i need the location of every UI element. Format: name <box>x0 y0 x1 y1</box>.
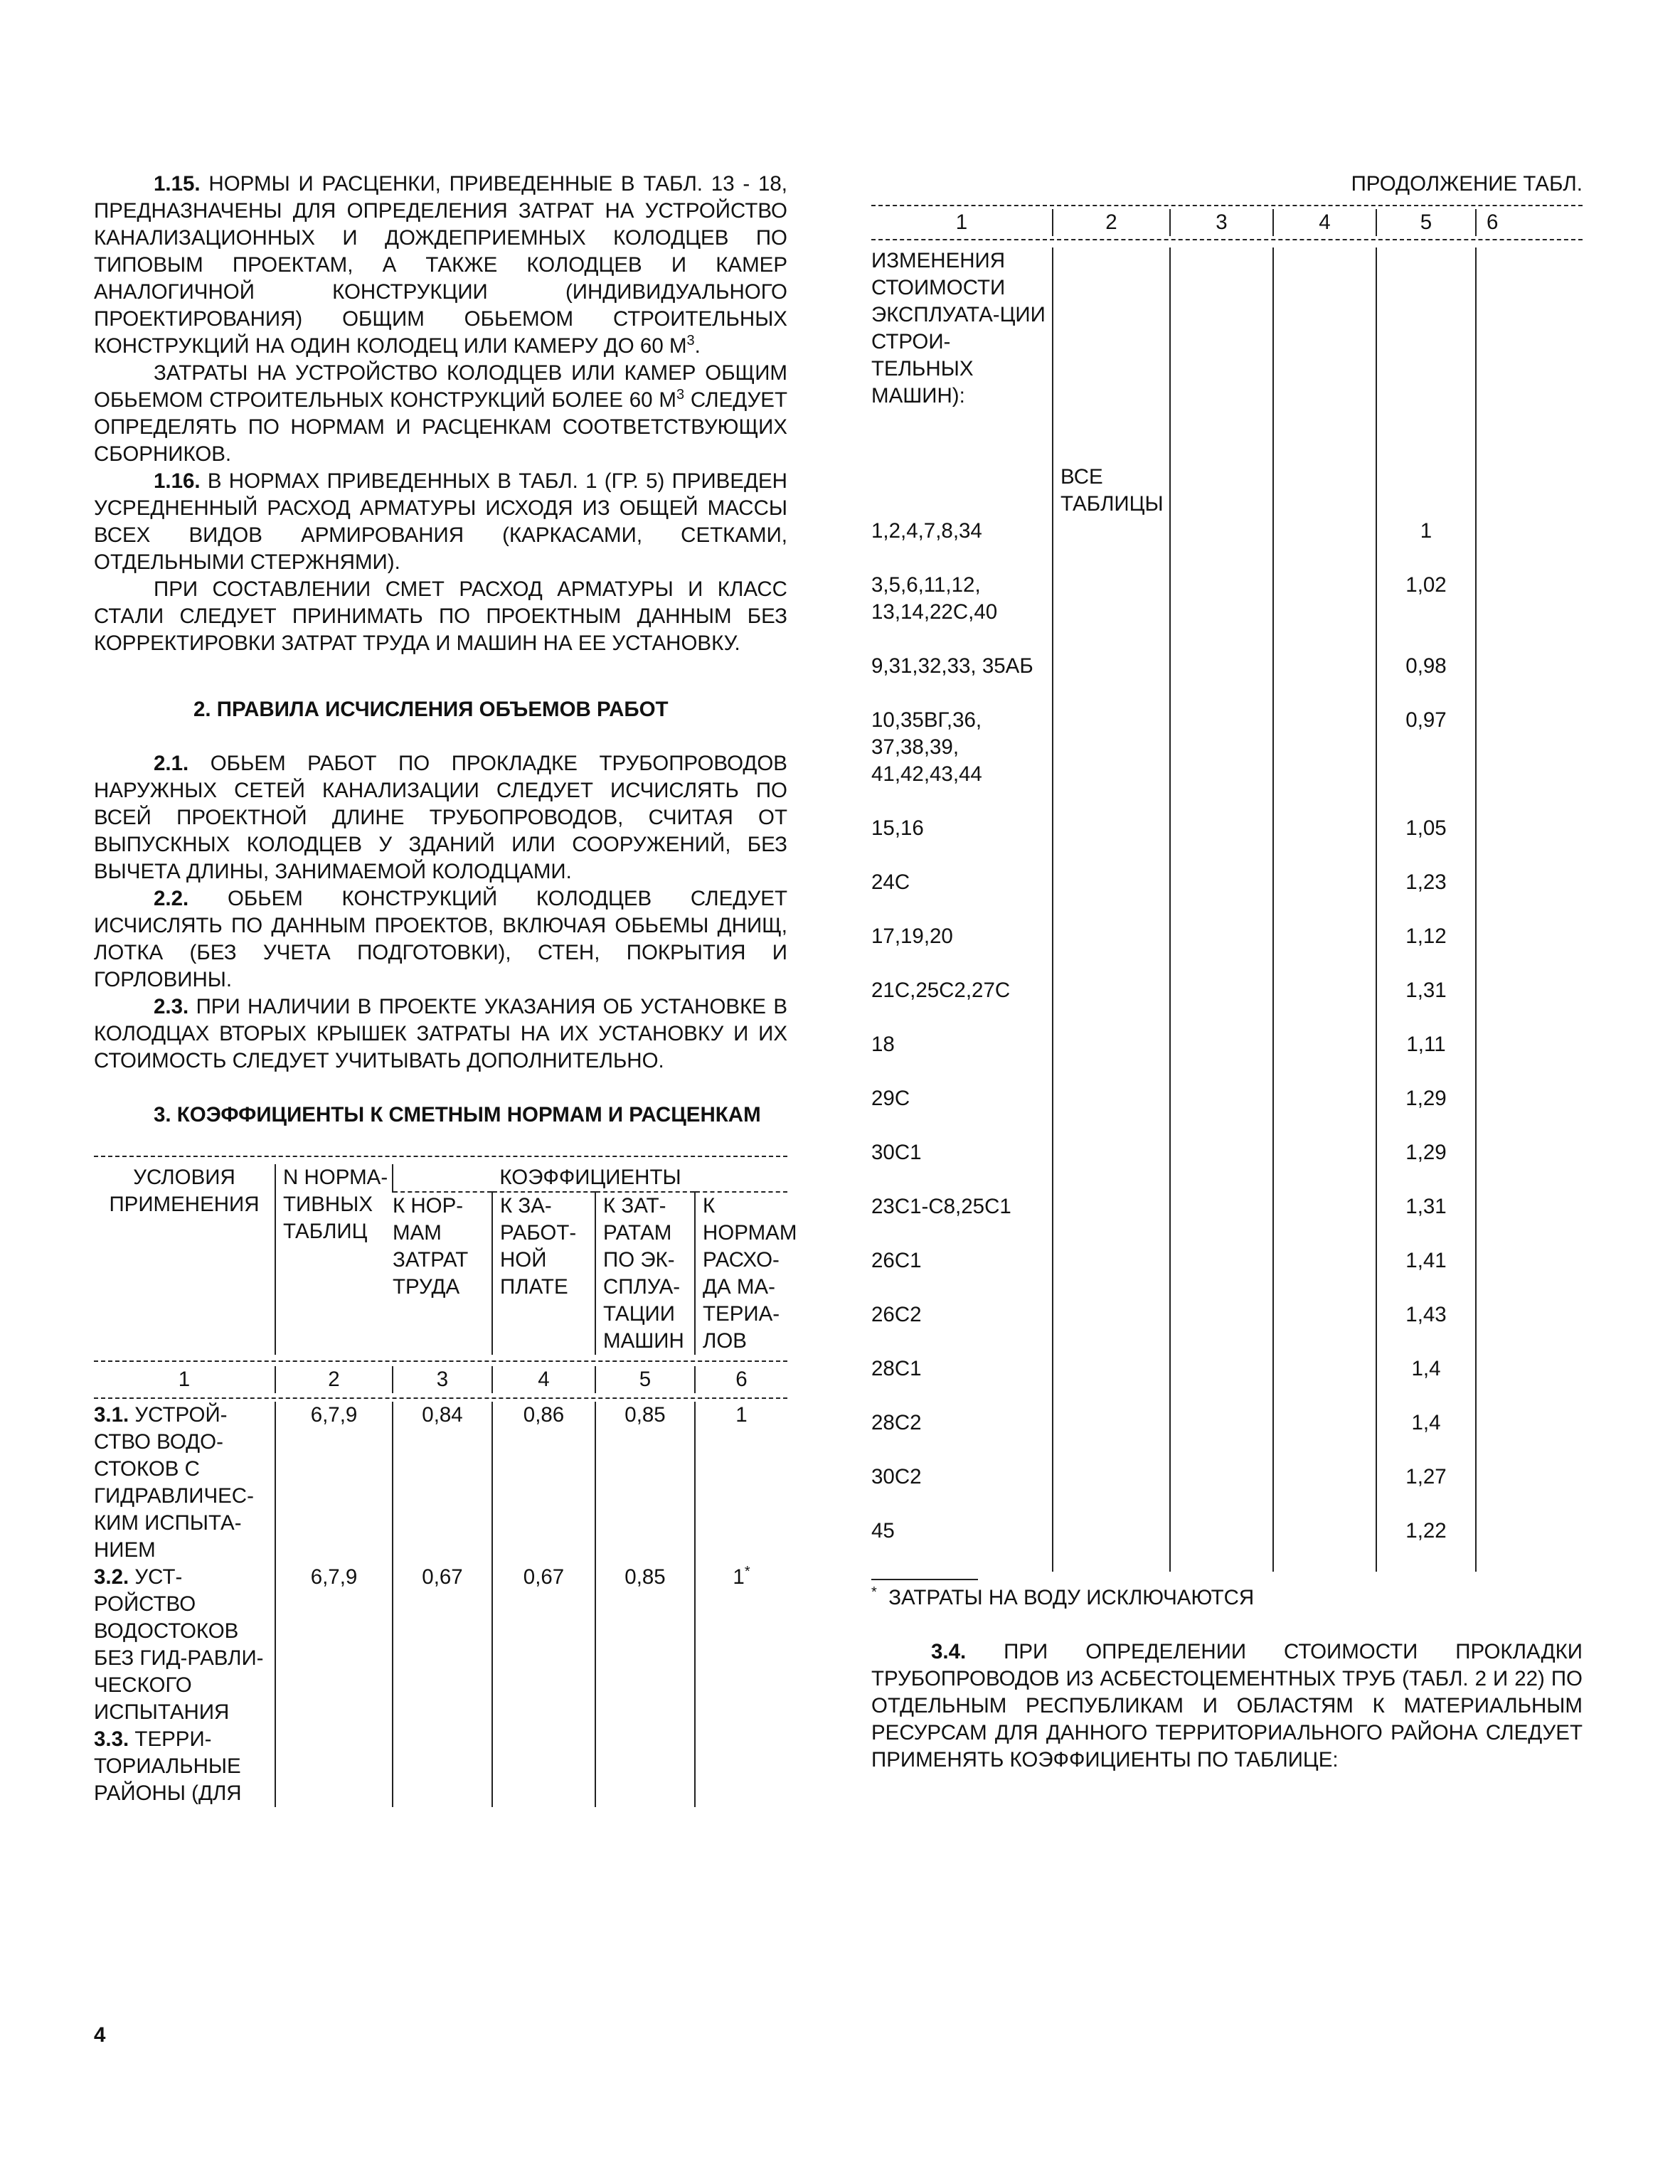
header-conditions: УСЛОВИЯ ПРИМЕНЕНИЯ <box>109 1166 260 1216</box>
clause-number: 1.16. <box>154 469 201 493</box>
empty-cell <box>1273 572 1376 653</box>
condition-cell <box>94 1564 275 1726</box>
machine-coef-cell <box>595 1726 695 1807</box>
empty-cell <box>1273 707 1376 815</box>
header-materials: К НОРМАМ РАСХО-ДА МА-ТЕРИА-ЛОВ <box>695 1192 787 1355</box>
empty-cell <box>1053 1085 1170 1139</box>
empty-cell <box>1170 1247 1273 1301</box>
material-coef: 1 <box>735 1403 748 1427</box>
condition-text: УСТРОЙ-СТВО ВОДО-СТОКОВ С ГИДРАВЛИЧЕС-КИМ ИСПЫТА-НИЕМ <box>94 1403 254 1562</box>
table-row <box>871 1247 1583 1301</box>
wage-coef-cell: 0,67 <box>492 1564 595 1726</box>
coefficient-cell: 1,29 <box>1376 1085 1476 1139</box>
machine-coef-cell: 0,85 <box>595 1564 695 1726</box>
column-number: 3 <box>393 1366 492 1393</box>
empty-cell <box>1476 1247 1583 1301</box>
condition-cell <box>94 1402 275 1564</box>
clause-number: 3.2. <box>94 1565 129 1589</box>
footnote-text: ЗАТРАТЫ НА ВОДУ ИСКЛЮЧАЮТСЯ <box>888 1586 1255 1609</box>
paragraph-text: ОБЬЕМ РАБОТ ПО ПРОКЛАДКЕ ТРУБОПРОВОДОВ НАРУЖНЫХ СЕТЕЙ КАНАЛИЗАЦИИ СЛЕДУЕТ ИСЧИСЛЯТЬ ПО ВСЕЙ ПРОЕКТНОЙ ДЛИНЕ ТРУБОПРОВОДОВ, СЧИТАЯ ОТ ВЫПУСКНЫХ КОЛОДЦЕВ У ЗДАНИЙ ИЛИ СООРУЖЕНИЙ, БЕЗ ВЫЧЕТА ДЛИНЫ, ЗАНИМАЕМОЙ КОЛОДЦАМИ. <box>94 752 787 883</box>
empty-cell <box>1476 1410 1583 1464</box>
empty-cell <box>1170 977 1273 1031</box>
a-cell: 23С1-С8,25С1 <box>871 1195 1011 1218</box>
paragraph-chambers <box>94 360 787 468</box>
a-cell: 10,35ВГ,36, 37,38,39, 41,42,43,44 <box>871 708 982 786</box>
table-rule <box>94 1397 787 1399</box>
empty-cell <box>1053 815 1170 869</box>
left-column <box>94 171 797 1807</box>
coefficient-cell: 1,27 <box>1376 1464 1476 1518</box>
a-cell: 21С,25С2,27С <box>871 979 1011 1002</box>
a-cell: 3,5,6,11,12, 13,14,22С,40 <box>871 573 998 624</box>
column-number: 3 <box>1170 209 1273 236</box>
labor-coef-cell: 0,67 <box>393 1564 492 1726</box>
header-labor: К НОР-МАМ ЗАТРАТ ТРУДА <box>393 1194 469 1299</box>
column-number: 1 <box>178 1368 191 1391</box>
empty-cell <box>1053 1031 1170 1085</box>
paragraph-text: ЗАТРАТЫ НА УСТРОЙСТВО КОЛОДЦЕВ ИЛИ КАМЕР ОБЩИМ ОБЬЕМОМ СТРОИТЕЛЬНЫХ КОНСТРУКЦИЙ БОЛЕЕ 60 М <box>94 361 787 412</box>
a-cell: 1,2,4,7,8,34 <box>871 519 982 543</box>
empty-cell <box>1170 1464 1273 1518</box>
coefficient-cell: 0,98 <box>1376 653 1476 707</box>
empty-cell <box>1170 869 1273 923</box>
empty-cell <box>1053 1301 1170 1355</box>
paragraph-text: ОБЬЕМ КОНСТРУКЦИЙ КОЛОДЦЕВ СЛЕДУЕТ ИСЧИСЛЯТЬ ПО ДАННЫМ ПРОЕКТОВ, ВКЛЮЧАЯ ОБЬЕМЫ ДНИЩ, ЛОТКА (БЕЗ УЧЕТА ПОДГОТОВКИ), СТЕН, ПОКРЫТИЯ И ГОРЛОВИНЫ. <box>94 887 787 991</box>
table-rule <box>94 1360 787 1362</box>
footnote-mark: * <box>871 1584 877 1601</box>
right-column <box>871 171 1583 1774</box>
column-number: 4 <box>1273 209 1376 236</box>
empty-cell <box>1273 923 1376 977</box>
empty-cell <box>1476 1031 1583 1085</box>
paragraph-3-4 <box>871 1639 1583 1774</box>
column-number: 2 <box>275 1366 393 1393</box>
footnote-mark: * <box>744 1564 750 1580</box>
column-numbers-row <box>871 209 1583 236</box>
section-heading-3: 3. КОЭФФИЦИЕНТЫ К СМЕТНЫМ НОРМАМ И РАСЦЕНКАМ <box>154 1103 761 1126</box>
a-cell: 30С2 <box>871 1465 922 1488</box>
material-coef-cell <box>695 1564 787 1726</box>
a-cell: 18 <box>871 1033 895 1056</box>
a-cell: 45 <box>871 1519 895 1543</box>
table-row <box>94 1726 787 1807</box>
clause-number: 1.15. <box>154 172 201 196</box>
coefficient-cell: 1,31 <box>1376 1193 1476 1247</box>
table-rule <box>871 205 1583 206</box>
header-coefficients: КОЭФФИЦИЕНТЫ <box>393 1164 787 1192</box>
column-number: 4 <box>492 1366 595 1393</box>
coefficient-cell: 1,05 <box>1376 815 1476 869</box>
column-number: 5 <box>1376 209 1476 236</box>
header-wages: К ЗА-РАБОТ-НОЙ ПЛАТЕ <box>492 1192 595 1355</box>
table-row <box>871 707 1583 815</box>
empty-cell <box>1476 1301 1583 1355</box>
labor-coef-cell <box>393 1726 492 1807</box>
column-numbers-row <box>94 1366 787 1393</box>
empty-cell <box>1053 1464 1170 1518</box>
clause-number: 2.3. <box>154 995 189 1018</box>
continuation-table <box>871 247 1583 518</box>
paragraph-text: СЛЕДУЕТ ОПРЕДЕЛЯТЬ ПО НОРМАМ И РАСЦЕНКАМ СООТВЕТСТВУЮЩИХ СБОРНИКОВ. <box>94 388 787 466</box>
empty-cell <box>1476 977 1583 1031</box>
paragraph-text: ПРИ СОСТАВЛЕНИИ СМЕТ РАСХОД АРМАТУРЫ И КЛАСС СТАЛИ СЛЕДУЕТ ПРИНИМАТЬ ПО ПРОЕКТНЫМ ДАННЫМ БЕЗ КОРРЕКТИРОВКИ ЗАТРАТ ТРУДА И МАШИН НА ЕЕ УСТАНОВКУ. <box>94 577 787 655</box>
table-row <box>871 1139 1583 1193</box>
empty-cell <box>1053 1410 1170 1464</box>
condition-text: УСТ-РОЙСТВО ВОДОСТОКОВ БЕЗ ГИД-РАВЛИ-ЧЕСКОГО ИСПЫТАНИЯ <box>94 1565 264 1724</box>
paragraph-2-3 <box>94 994 787 1075</box>
paragraph-1-16 <box>94 468 787 576</box>
empty-cell <box>1476 869 1583 923</box>
table-row <box>871 518 1583 572</box>
clause-number: 3.3. <box>94 1727 129 1751</box>
clause-number: 2.2. <box>154 887 189 910</box>
empty-cell <box>1476 923 1583 977</box>
empty-cell <box>1170 1085 1273 1139</box>
empty-cell <box>1476 707 1583 815</box>
empty-cell <box>1053 869 1170 923</box>
table-numbers-cell <box>275 1726 393 1807</box>
empty-cell <box>1170 653 1273 707</box>
condition-text: ТЕРРИ-ТОРИАЛЬНЫЕ РАЙОНЫ (ДЛЯ <box>94 1727 242 1805</box>
table-row <box>871 1085 1583 1139</box>
superscript: 3 <box>686 333 695 349</box>
table-continuation-label: ПРОДОЛЖЕНИЕ ТАБЛ. <box>1351 172 1583 196</box>
empty-cell <box>1476 815 1583 869</box>
empty-cell <box>1476 572 1583 653</box>
table-row <box>871 1193 1583 1247</box>
empty-cell <box>1273 869 1376 923</box>
a-cell: 30С1 <box>871 1141 922 1164</box>
column-number: 1 <box>955 211 968 234</box>
empty-cell <box>1273 1464 1376 1518</box>
machine-coef-cell: 0,85 <box>595 1402 695 1564</box>
empty-cell <box>1273 1247 1376 1301</box>
intro-cell: ИЗМЕНЕНИЯ СТОИМОСТИ ЭКСПЛУАТА-ЦИИ СТРОИ-ТЕЛЬНЫХ МАШИН): <box>871 249 1046 407</box>
empty-cell <box>1053 653 1170 707</box>
material-coef: 1 <box>733 1565 745 1589</box>
section-heading-2: 2. ПРАВИЛА ИСЧИСЛЕНИЯ ОБЪЕМОВ РАБОТ <box>193 698 669 721</box>
header-machines: К ЗАТ-РАТАМ ПО ЭК-СПЛУА-ТАЦИИ МАШИН <box>595 1192 695 1355</box>
a-cell: 28С1 <box>871 1357 922 1380</box>
coefficient-cell: 1,02 <box>1376 572 1476 653</box>
column-number: 6 <box>1476 209 1583 236</box>
coefficient-cell: 1,12 <box>1376 923 1476 977</box>
paragraph-1-15 <box>94 171 787 360</box>
footnote-rule <box>871 1579 978 1580</box>
empty-cell <box>1170 518 1273 572</box>
empty-cell <box>1053 1247 1170 1301</box>
table-row <box>871 923 1583 977</box>
coefficient-cell: 1,4 <box>1376 1410 1476 1464</box>
table-row <box>94 1564 787 1726</box>
a-cell: 24С <box>871 870 910 894</box>
coefficient-cell: 1,43 <box>1376 1301 1476 1355</box>
column-number: 2 <box>1053 209 1170 236</box>
empty-cell <box>1273 1085 1376 1139</box>
a-cell: 28С2 <box>871 1411 922 1434</box>
empty-cell <box>1053 1518 1170 1572</box>
empty-cell <box>1476 1464 1583 1518</box>
empty-cell <box>1170 1410 1273 1464</box>
paragraph-text: НОРМЫ И РАСЦЕНКИ, ПРИВЕДЕННЫЕ В ТАБЛ. 13 - 18, ПРЕДНАЗНАЧЕНЫ ДЛЯ ОПРЕДЕЛЕНИЯ ЗАТРАТ НА УСТРОЙСТВО КАНАЛИЗАЦИОННЫХ И ДОЖДЕПРИЕМНЫХ КОЛОДЦЕВ ПО ТИПОВЫМ ПРОЕКТАМ, А ТАКЖЕ КОЛОДЦЕВ И КАМЕР АНАЛОГИЧНОЙ КОНСТРУКЦИИ (ИНДИВИДУАЛЬНОГО ПРОЕКТИРОВАНИЯ) ОБЩИМ ОБЬЕМОМ СТРОИТЕЛЬНЫХ КОНСТРУКЦИЙ НА ОДИН КОЛОДЕЦ ИЛИ КАМЕРУ ДО 60 М <box>94 172 787 358</box>
table-row <box>871 1410 1583 1464</box>
table-row <box>871 1301 1583 1355</box>
empty-cell <box>1476 1355 1583 1410</box>
punct: . <box>694 334 701 358</box>
coefficient-cell: 1 <box>1376 518 1476 572</box>
a-cell: 15,16 <box>871 816 924 840</box>
coefficient-cell: 1,29 <box>1376 1139 1476 1193</box>
table-numbers-cell: 6,7,9 <box>275 1564 393 1726</box>
empty-cell <box>1170 1355 1273 1410</box>
superscript: 3 <box>676 387 685 403</box>
empty-cell <box>1273 1031 1376 1085</box>
empty-cell <box>1476 518 1583 572</box>
empty-cell <box>1053 572 1170 653</box>
paragraph-text: ПРИ НАЛИЧИИ В ПРОЕКТЕ УКАЗАНИЯ ОБ УСТАНОВКЕ В КОЛОДЦАХ ВТОРЫХ КРЫШЕК ЗАТРАТЫ НА ИХ УСТАНОВКУ И ИХ СТОИМОСТЬ СЛЕДУЕТ УЧИТЫВАТЬ ДОПОЛНИТЕЛЬНО. <box>94 995 788 1072</box>
material-coef-cell <box>695 1402 787 1564</box>
coefficients-table <box>94 1156 797 1807</box>
table-numbers-cell: 6,7,9 <box>275 1402 393 1564</box>
coefficient-cell: 1,31 <box>1376 977 1476 1031</box>
empty-cell <box>1273 1301 1376 1355</box>
header-table-numbers: N НОРМА-ТИВНЫХ ТАБЛИЦ <box>275 1164 393 1355</box>
empty-cell <box>1170 815 1273 869</box>
a-cell: 29С <box>871 1087 910 1110</box>
table-rule <box>94 1156 787 1157</box>
all-tables-cell: ВСЕ ТАБЛИЦЫ <box>1053 247 1170 518</box>
labor-coef-cell: 0,84 <box>393 1402 492 1564</box>
column-number: 5 <box>595 1366 695 1393</box>
empty-cell <box>1273 1410 1376 1464</box>
a-cell: 9,31,32,33, 35АБ <box>871 654 1033 678</box>
empty-cell <box>1273 1355 1376 1410</box>
empty-cell <box>1273 518 1376 572</box>
empty-cell <box>1170 1193 1273 1247</box>
clause-number: 2.1. <box>154 752 189 775</box>
table-row <box>871 1518 1583 1572</box>
empty-cell <box>1170 1139 1273 1193</box>
empty-cell <box>1053 1193 1170 1247</box>
empty-cell <box>1053 707 1170 815</box>
table-row <box>94 1402 787 1564</box>
paragraph-rebar <box>94 576 787 657</box>
empty-cell <box>1273 1518 1376 1572</box>
table-row <box>871 247 1583 518</box>
empty-cell <box>1053 923 1170 977</box>
wage-coef-cell <box>492 1726 595 1807</box>
empty-cell <box>1476 653 1583 707</box>
empty-cell <box>1273 815 1376 869</box>
material-coef-cell <box>695 1726 787 1807</box>
empty-cell <box>1273 1193 1376 1247</box>
a-cell: 26С1 <box>871 1249 922 1272</box>
coefficient-rows <box>871 518 1583 1572</box>
wage-coef-cell: 0,86 <box>492 1402 595 1564</box>
empty-cell <box>1170 707 1273 815</box>
table-header-row <box>94 1164 787 1192</box>
paragraph-text: ПРИ ОПРЕДЕЛЕНИИ СТОИМОСТИ ПРОКЛАДКИ ТРУБОПРОВОДОВ ИЗ АСБЕСТОЦЕМЕНТНЫХ ТРУБ (ТАБЛ. 2 И 22) ПО ОТДЕЛЬНЫМ РЕСПУБЛИКАМ И ОБЛАСТЯМ К МАТЕРИАЛЬНЫМ РЕСУРСАМ ДЛЯ ДАННОГО ТЕРРИТОРИАЛЬНОГО РАЙОНА СЛЕДУЕТ ПРИМЕНЯТЬ КОЭФФИЦИЕНТЫ ПО ТАБЛИЦЕ: <box>871 1640 1583 1772</box>
coefficient-cell: 0,97 <box>1376 707 1476 815</box>
coefficient-cell: 1,22 <box>1376 1518 1476 1572</box>
empty-cell <box>1053 1139 1170 1193</box>
table-row <box>871 977 1583 1031</box>
table-row <box>871 815 1583 869</box>
empty-cell <box>1273 653 1376 707</box>
empty-cell <box>1053 1355 1170 1410</box>
coefficient-cell: 1,11 <box>1376 1031 1476 1085</box>
condition-cell <box>94 1726 275 1807</box>
table-row <box>871 869 1583 923</box>
table-row <box>871 1031 1583 1085</box>
empty-cell <box>1053 518 1170 572</box>
table-row <box>871 1355 1583 1410</box>
empty-cell <box>1273 977 1376 1031</box>
empty-cell <box>1170 572 1273 653</box>
empty-cell <box>1170 1031 1273 1085</box>
paragraph-text: В НОРМАХ ПРИВЕДЕННЫХ В ТАБЛ. 1 (ГР. 5) ПРИВЕДЕН УСРЕДНЕННЫЙ РАСХОД АРМАТУРЫ ИСХОДЯ ИЗ ОБЩЕЙ МАССЫ ВСЕХ ВИДОВ АРМИРОВАНИЯ (КАРКАСАМИ, СЕТКАМИ, ОТДЕЛЬНЫМИ СТЕРЖНЯМИ). <box>94 469 787 574</box>
table-row <box>871 572 1583 653</box>
empty-cell <box>1170 1518 1273 1572</box>
paragraph-2-2 <box>94 885 787 994</box>
column-number: 6 <box>695 1366 787 1393</box>
empty-cell <box>1053 977 1170 1031</box>
empty-cell <box>1476 1085 1583 1139</box>
table-row <box>871 653 1583 707</box>
empty-cell <box>1476 1518 1583 1572</box>
page-number: 4 <box>94 2023 106 2047</box>
a-cell: 26С2 <box>871 1303 922 1326</box>
clause-number: 3.4. <box>931 1640 967 1663</box>
coefficient-cell: 1,23 <box>1376 869 1476 923</box>
empty-cell <box>1476 1139 1583 1193</box>
footnote <box>871 1584 1583 1612</box>
clause-number: 3.1. <box>94 1403 129 1427</box>
empty-cell <box>1273 1139 1376 1193</box>
empty-cell <box>1170 1301 1273 1355</box>
paragraph-2-1 <box>94 750 787 885</box>
empty-cell <box>1476 1193 1583 1247</box>
coefficient-cell: 1,41 <box>1376 1247 1476 1301</box>
empty-cell <box>1170 923 1273 977</box>
table-row <box>871 1464 1583 1518</box>
a-cell: 17,19,20 <box>871 925 953 948</box>
coefficient-cell: 1,4 <box>1376 1355 1476 1410</box>
table-rule <box>871 239 1583 240</box>
